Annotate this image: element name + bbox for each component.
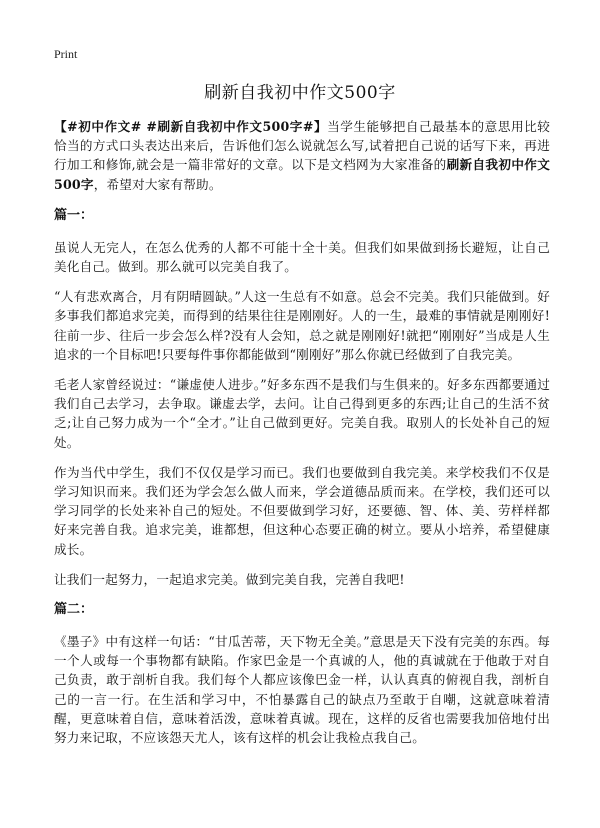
section-paragraph: 作为当代中学生，我们不仅仅是学习而已。我们也要做到自我完美。来学校我们不仅是学习知识而来。我们还为学会怎么做人而来，学会道德品质而来。在学校，我们还可以学习同学的长处来补自己的短处。不但要做到学习好，还要德、智、体、美、劳样样都好来完善自我。追求完美，谁都想，但这种心态要正确的树立。要从小培养，希望健康成长。: [54, 464, 550, 557]
section-paragraph: 虽说人无完人，在怎么优秀的人都不可能十全十美。但我们如果做到扬长避短，让自己美化自己。做到。那么就可以完美自我了。: [54, 239, 550, 275]
print-link[interactable]: Print: [54, 47, 78, 61]
intro-paragraph: [54, 117, 550, 194]
section-one: [54, 206, 550, 589]
section-paragraph: 《墨子》中有这样一句话：“甘瓜苦蒂，天下物无全美。”意思是天下没有完美的东西。每一个人或每一个事物都有缺陷。作家巴金是一个真诚的人，他的真诚就在于他敢于对自己负责，敢于剖析自我。我们每个人都应该像巴金一样，认认真真的俯视自我，剖析自己的一言一行。在生活和学习中，不怕暴露自己的缺点乃至敢于自嘲，这就意味着清醒，更意味着自信，意味着活泼，意味着真诚。现在，这样的反省也需要我加倍地付出努力来记取，不应该怨天尤人，该有这样的机会让我检点我自己。: [54, 634, 550, 746]
section-paragraph: 毛老人家曾经说过：“谦虚使人进步。”好多东西不是我们与生俱来的。好多东西都要通过我们自己去学习，去争取。谦虚去学，去问。让自己得到更多的东西;让自己的生活不贫乏;让自己努力成为一个“全才。”让自己做到更好。完美自我。取别人的长处补自己的短处。: [54, 377, 550, 450]
intro-highlight: 刷新自我初中作文500字: [54, 157, 550, 192]
document-body: [54, 117, 550, 758]
section-heading: 篇二：: [54, 602, 94, 618]
section-heading: 篇一：: [54, 207, 94, 223]
intro-tag: 【#初中作文# #刷新自我初中作文500字#】: [54, 119, 328, 134]
section-paragraph: “人有悲欢离合，月有阴晴圆缺。”人这一生总有不如意。总会不完美。我们只能做到。好多事我们都追求完美，而得到的结果往往是刚刚好。人的一生，最难的事情就是刚刚好!往前一步、往后一步会怎么样?没有人会知，总之就是刚刚好!就把“刚刚好”当成是人生追求的一个目标吧!只要每件事你都能做到“刚刚好”那么你就已经做到了自我完美。: [54, 289, 550, 362]
intro-text-after: ，希望对大家有帮助。: [93, 176, 222, 192]
section-two: [54, 600, 550, 747]
section-paragraph: 让我们一起努力，一起追求完美。做到完美自我，完善自我吧!: [54, 571, 405, 587]
document-title: 刷新自我初中作文500字: [204, 83, 396, 103]
intro-text-before: 当学生能够把自己最基本的意思用比较恰当的方式口头表达出来后，告诉他们怎么说就怎么写,试着把自己说的话写下来，再进行加工和修饰,就会是一篇非常好的文章。以下是文档网为大家准备的: [54, 119, 551, 173]
